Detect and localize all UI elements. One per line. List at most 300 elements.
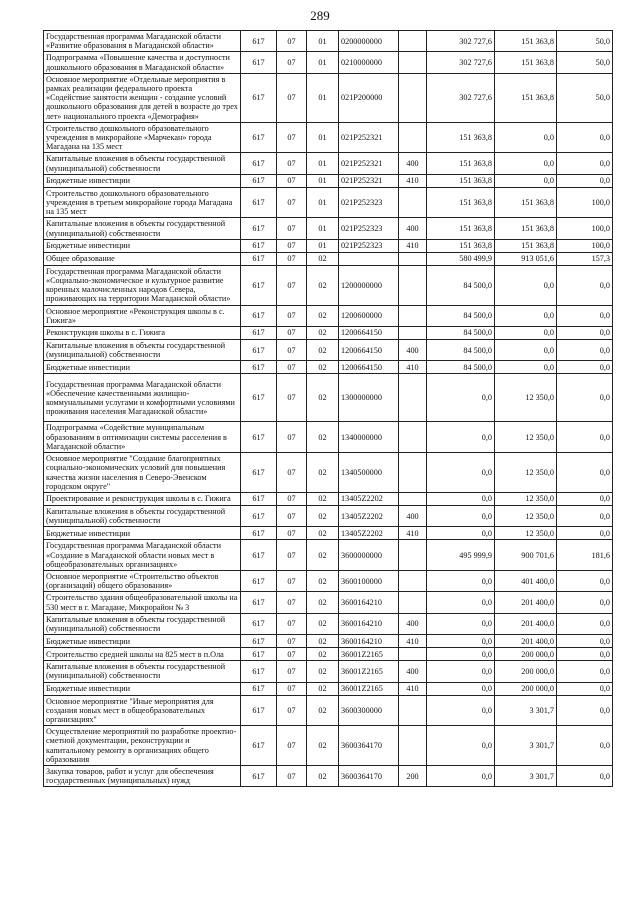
ministry-code: 617 <box>241 592 277 613</box>
execution-percent: 50,0 <box>557 31 613 52</box>
executed-amount: 0,0 <box>495 327 557 340</box>
ministry-code: 617 <box>241 527 277 540</box>
table-row <box>44 187 613 218</box>
ministry-code: 617 <box>241 327 277 340</box>
expense-type-code <box>399 374 427 422</box>
approved-amount: 0,0 <box>427 492 495 505</box>
approved-amount: 0,0 <box>427 648 495 661</box>
subsection-code: 02 <box>307 570 339 591</box>
subsection-code: 02 <box>307 592 339 613</box>
ministry-code: 617 <box>241 635 277 648</box>
expense-type-code: 410 <box>399 361 427 374</box>
table-row <box>44 239 613 252</box>
table-row <box>44 505 613 526</box>
expense-type-code <box>399 122 427 153</box>
section-code: 07 <box>277 73 307 122</box>
execution-percent: 157,3 <box>557 252 613 265</box>
budget-item-name: Капитальные вложения в объекты государственной (муниципальной) собственности <box>44 340 241 361</box>
approved-amount: 302 727,6 <box>427 31 495 52</box>
table-row <box>44 122 613 153</box>
expense-type-code <box>399 453 427 493</box>
target-article-code: 3600164210 <box>339 592 399 613</box>
execution-percent: 0,0 <box>557 153 613 174</box>
subsection-code: 02 <box>307 765 339 786</box>
budget-item-name: Строительство дошкольного образовательного учреждения в третьем микрорайоне города Магадана на 135 мест <box>44 187 241 218</box>
executed-amount: 0,0 <box>495 265 557 305</box>
budget-item-name: Капитальные вложения в объекты государственной (муниципальной) собственности <box>44 613 241 634</box>
approved-amount: 302 727,6 <box>427 73 495 122</box>
execution-percent: 0,0 <box>557 613 613 634</box>
budget-item-name: Проектирование и реконструкция школы в с. Гижига <box>44 492 241 505</box>
ministry-code: 617 <box>241 340 277 361</box>
approved-amount: 580 499,9 <box>427 252 495 265</box>
approved-amount: 302 727,6 <box>427 52 495 73</box>
budget-item-name: Государственная программа Магаданской области «Создание в Магаданской области новых мест в общеобразовательных организациях» <box>44 540 241 571</box>
approved-amount: 0,0 <box>427 592 495 613</box>
section-code: 07 <box>277 153 307 174</box>
target-article-code: 36001Z2165 <box>339 682 399 695</box>
subsection-code: 01 <box>307 31 339 52</box>
budget-item-name: Капитальные вложения в объекты государственной (муниципальной) собственности <box>44 153 241 174</box>
approved-amount: 0,0 <box>427 527 495 540</box>
approved-amount: 151 363,8 <box>427 122 495 153</box>
subsection-code: 01 <box>307 187 339 218</box>
section-code: 07 <box>277 239 307 252</box>
budget-item-name: Осуществление мероприятий по разработке проектно-сметной документации, реконструкции и капитальному ремонту в организациях общего образования <box>44 726 241 766</box>
approved-amount: 151 363,8 <box>427 174 495 187</box>
expense-type-code <box>399 327 427 340</box>
budget-item-name: Бюджетные инвестиции <box>44 174 241 187</box>
section-code: 07 <box>277 305 307 326</box>
subsection-code: 02 <box>307 613 339 634</box>
approved-amount: 84 500,0 <box>427 327 495 340</box>
subsection-code: 02 <box>307 540 339 571</box>
execution-percent: 0,0 <box>557 340 613 361</box>
subsection-code: 01 <box>307 122 339 153</box>
subsection-code: 02 <box>307 726 339 766</box>
target-article-code: 0210000000 <box>339 52 399 73</box>
table-row <box>44 218 613 239</box>
budget-table <box>43 30 613 787</box>
budget-item-name: Закупка товаров, работ и услуг для обеспечения государственных (муниципальных) нужд <box>44 765 241 786</box>
executed-amount: 151 363,8 <box>495 187 557 218</box>
approved-amount: 0,0 <box>427 726 495 766</box>
executed-amount: 12 350,0 <box>495 453 557 493</box>
subsection-code: 02 <box>307 305 339 326</box>
section-code: 07 <box>277 613 307 634</box>
table-row <box>44 613 613 634</box>
ministry-code: 617 <box>241 492 277 505</box>
table-row <box>44 153 613 174</box>
budget-item-name: Бюджетные инвестиции <box>44 635 241 648</box>
table-row <box>44 327 613 340</box>
expense-type-code <box>399 265 427 305</box>
table-row <box>44 570 613 591</box>
expense-type-code <box>399 726 427 766</box>
expense-type-code <box>399 540 427 571</box>
budget-item-name: Строительство здания общеобразовательной школы на 530 мест в г. Магадане, Микрорайон № 3 <box>44 592 241 613</box>
expense-type-code <box>399 695 427 726</box>
ministry-code: 617 <box>241 174 277 187</box>
expense-type-code: 410 <box>399 635 427 648</box>
target-article-code: 021P252323 <box>339 239 399 252</box>
budget-item-name: Капитальные вложения в объекты государственной (муниципальной) собственности <box>44 218 241 239</box>
section-code: 07 <box>277 52 307 73</box>
ministry-code: 617 <box>241 453 277 493</box>
execution-percent: 0,0 <box>557 422 613 453</box>
approved-amount: 151 363,8 <box>427 153 495 174</box>
target-article-code: 021P252321 <box>339 122 399 153</box>
budget-item-name: Бюджетные инвестиции <box>44 527 241 540</box>
target-article-code: 1300000000 <box>339 374 399 422</box>
table-row <box>44 592 613 613</box>
executed-amount: 3 301,7 <box>495 765 557 786</box>
execution-percent: 50,0 <box>557 52 613 73</box>
execution-percent: 0,0 <box>557 570 613 591</box>
section-code: 07 <box>277 187 307 218</box>
executed-amount: 201 400,0 <box>495 635 557 648</box>
ministry-code: 617 <box>241 765 277 786</box>
approved-amount: 151 363,8 <box>427 187 495 218</box>
budget-item-name: Бюджетные инвестиции <box>44 239 241 252</box>
execution-percent: 0,0 <box>557 122 613 153</box>
subsection-code: 02 <box>307 505 339 526</box>
ministry-code: 617 <box>241 374 277 422</box>
table-row <box>44 527 613 540</box>
expense-type-code: 400 <box>399 613 427 634</box>
subsection-code: 02 <box>307 361 339 374</box>
target-article-code: 1340500000 <box>339 453 399 493</box>
subsection-code: 02 <box>307 265 339 305</box>
execution-percent: 0,0 <box>557 453 613 493</box>
target-article-code: 3600000000 <box>339 540 399 571</box>
budget-item-name: Строительство средней школы на 825 мест в п.Ола <box>44 648 241 661</box>
ministry-code: 617 <box>241 73 277 122</box>
expense-type-code <box>399 52 427 73</box>
executed-amount: 200 000,0 <box>495 648 557 661</box>
subsection-code: 01 <box>307 239 339 252</box>
approved-amount: 151 363,8 <box>427 239 495 252</box>
approved-amount: 0,0 <box>427 765 495 786</box>
executed-amount: 201 400,0 <box>495 592 557 613</box>
budget-item-name: Строительство дошкольного образовательного учреждения в микрорайоне «Марчекан» города Магадана на 135 мест <box>44 122 241 153</box>
executed-amount: 0,0 <box>495 122 557 153</box>
ministry-code: 617 <box>241 252 277 265</box>
approved-amount: 84 500,0 <box>427 305 495 326</box>
table-row <box>44 174 613 187</box>
section-code: 07 <box>277 635 307 648</box>
table-row <box>44 635 613 648</box>
subsection-code: 02 <box>307 252 339 265</box>
section-code: 07 <box>277 174 307 187</box>
target-article-code: 1340000000 <box>339 422 399 453</box>
executed-amount: 900 701,6 <box>495 540 557 571</box>
target-article-code: 1200664150 <box>339 340 399 361</box>
section-code: 07 <box>277 422 307 453</box>
approved-amount: 0,0 <box>427 682 495 695</box>
budget-item-name: Подпрограмма «Повышение качества и доступности дошкольного образования в Магаданской области» <box>44 52 241 73</box>
table-row <box>44 648 613 661</box>
approved-amount: 84 500,0 <box>427 361 495 374</box>
execution-percent: 0,0 <box>557 374 613 422</box>
executed-amount: 12 350,0 <box>495 422 557 453</box>
approved-amount: 84 500,0 <box>427 265 495 305</box>
table-row <box>44 682 613 695</box>
execution-percent: 0,0 <box>557 174 613 187</box>
table-row <box>44 265 613 305</box>
expense-type-code: 410 <box>399 239 427 252</box>
ministry-code: 617 <box>241 52 277 73</box>
table-row <box>44 361 613 374</box>
expense-type-code <box>399 492 427 505</box>
section-code: 07 <box>277 361 307 374</box>
expense-type-code <box>399 592 427 613</box>
table-row <box>44 31 613 52</box>
executed-amount: 3 301,7 <box>495 695 557 726</box>
execution-percent: 0,0 <box>557 265 613 305</box>
subsection-code: 01 <box>307 153 339 174</box>
table-row <box>44 726 613 766</box>
executed-amount: 0,0 <box>495 153 557 174</box>
executed-amount: 3 301,7 <box>495 726 557 766</box>
expense-type-code: 400 <box>399 218 427 239</box>
expense-type-code <box>399 73 427 122</box>
section-code: 07 <box>277 31 307 52</box>
table-row <box>44 305 613 326</box>
execution-percent: 0,0 <box>557 305 613 326</box>
executed-amount: 151 363,8 <box>495 218 557 239</box>
executed-amount: 151 363,8 <box>495 52 557 73</box>
approved-amount: 0,0 <box>427 505 495 526</box>
target-article-code: 36001Z2165 <box>339 661 399 682</box>
ministry-code: 617 <box>241 695 277 726</box>
expense-type-code: 400 <box>399 340 427 361</box>
target-article-code: 3600164210 <box>339 613 399 634</box>
target-article-code: 021P252323 <box>339 187 399 218</box>
expense-type-code: 410 <box>399 174 427 187</box>
section-code: 07 <box>277 570 307 591</box>
section-code: 07 <box>277 252 307 265</box>
table-row <box>44 340 613 361</box>
ministry-code: 617 <box>241 361 277 374</box>
ministry-code: 617 <box>241 648 277 661</box>
executed-amount: 12 350,0 <box>495 492 557 505</box>
section-code: 07 <box>277 265 307 305</box>
section-code: 07 <box>277 327 307 340</box>
approved-amount: 0,0 <box>427 374 495 422</box>
execution-percent: 0,0 <box>557 661 613 682</box>
execution-percent: 0,0 <box>557 505 613 526</box>
expense-type-code <box>399 570 427 591</box>
budget-item-name: Подпрограмма «Содействие муниципальным образованиям в оптимизации системы расселения в Магаданской области» <box>44 422 241 453</box>
expense-type-code: 410 <box>399 682 427 695</box>
section-code: 07 <box>277 122 307 153</box>
ministry-code: 617 <box>241 570 277 591</box>
target-article-code: 021P200000 <box>339 73 399 122</box>
execution-percent: 100,0 <box>557 187 613 218</box>
expense-type-code: 200 <box>399 765 427 786</box>
ministry-code: 617 <box>241 613 277 634</box>
budget-item-name: Основное мероприятие "Создание благоприятных социально-экономических условий для повышения качества жизни населения в Северо-Эвенском городском округе" <box>44 453 241 493</box>
budget-item-name: Основное мероприятие «Реконструкция школы в с. Гижига» <box>44 305 241 326</box>
budget-item-name: Основное мероприятие "Иные мероприятия для создания новых мест в общеобразовательных организациях" <box>44 695 241 726</box>
target-article-code: 13405Z2202 <box>339 505 399 526</box>
ministry-code: 617 <box>241 661 277 682</box>
section-code: 07 <box>277 492 307 505</box>
target-article-code: 13405Z2202 <box>339 492 399 505</box>
execution-percent: 0,0 <box>557 726 613 766</box>
table-row <box>44 252 613 265</box>
expense-type-code <box>399 305 427 326</box>
budget-item-name: Бюджетные инвестиции <box>44 682 241 695</box>
execution-percent: 100,0 <box>557 239 613 252</box>
subsection-code: 02 <box>307 422 339 453</box>
subsection-code: 02 <box>307 374 339 422</box>
target-article-code: 021P252323 <box>339 218 399 239</box>
ministry-code: 617 <box>241 726 277 766</box>
executed-amount: 0,0 <box>495 361 557 374</box>
table-row <box>44 765 613 786</box>
executed-amount: 12 350,0 <box>495 505 557 526</box>
section-code: 07 <box>277 453 307 493</box>
ministry-code: 617 <box>241 122 277 153</box>
executed-amount: 0,0 <box>495 340 557 361</box>
target-article-code: 3600364170 <box>339 765 399 786</box>
subsection-code: 02 <box>307 492 339 505</box>
budget-item-name: Капитальные вложения в объекты государственной (муниципальной) собственности <box>44 505 241 526</box>
subsection-code: 01 <box>307 218 339 239</box>
executed-amount: 200 000,0 <box>495 682 557 695</box>
target-article-code: 1200664150 <box>339 327 399 340</box>
executed-amount: 200 000,0 <box>495 661 557 682</box>
expense-type-code <box>399 422 427 453</box>
approved-amount: 495 999,9 <box>427 540 495 571</box>
target-article-code <box>339 252 399 265</box>
expense-type-code <box>399 648 427 661</box>
section-code: 07 <box>277 682 307 695</box>
approved-amount: 151 363,8 <box>427 218 495 239</box>
ministry-code: 617 <box>241 682 277 695</box>
approved-amount: 0,0 <box>427 613 495 634</box>
section-code: 07 <box>277 540 307 571</box>
ministry-code: 617 <box>241 153 277 174</box>
approved-amount: 0,0 <box>427 570 495 591</box>
budget-item-name: Государственная программа Магаданской области «Обеспечение качественными жилищно-коммунальными услугами и комфортными условиями проживания населения Магаданской области» <box>44 374 241 422</box>
expense-type-code: 410 <box>399 527 427 540</box>
execution-percent: 100,0 <box>557 218 613 239</box>
target-article-code: 021P252321 <box>339 153 399 174</box>
subsection-code: 02 <box>307 661 339 682</box>
expense-type-code <box>399 252 427 265</box>
executed-amount: 151 363,8 <box>495 239 557 252</box>
expense-type-code: 400 <box>399 505 427 526</box>
subsection-code: 02 <box>307 695 339 726</box>
execution-percent: 0,0 <box>557 492 613 505</box>
execution-percent: 181,6 <box>557 540 613 571</box>
approved-amount: 84 500,0 <box>427 340 495 361</box>
subsection-code: 02 <box>307 453 339 493</box>
table-row <box>44 492 613 505</box>
approved-amount: 0,0 <box>427 453 495 493</box>
target-article-code: 36001Z2165 <box>339 648 399 661</box>
ministry-code: 617 <box>241 540 277 571</box>
target-article-code: 3600164210 <box>339 635 399 648</box>
executed-amount: 401 400,0 <box>495 570 557 591</box>
subsection-code: 01 <box>307 174 339 187</box>
subsection-code: 02 <box>307 635 339 648</box>
approved-amount: 0,0 <box>427 422 495 453</box>
table-row <box>44 374 613 422</box>
table-row <box>44 422 613 453</box>
ministry-code: 617 <box>241 422 277 453</box>
section-code: 07 <box>277 648 307 661</box>
execution-percent: 0,0 <box>557 361 613 374</box>
target-article-code: 13405Z2202 <box>339 527 399 540</box>
execution-percent: 0,0 <box>557 635 613 648</box>
table-row <box>44 661 613 682</box>
section-code: 07 <box>277 374 307 422</box>
subsection-code: 01 <box>307 52 339 73</box>
execution-percent: 50,0 <box>557 73 613 122</box>
table-row <box>44 52 613 73</box>
execution-percent: 0,0 <box>557 648 613 661</box>
executed-amount: 12 350,0 <box>495 374 557 422</box>
executed-amount: 913 051,6 <box>495 252 557 265</box>
approved-amount: 0,0 <box>427 661 495 682</box>
subsection-code: 02 <box>307 327 339 340</box>
target-article-code: 021P252321 <box>339 174 399 187</box>
ministry-code: 617 <box>241 265 277 305</box>
section-code: 07 <box>277 695 307 726</box>
section-code: 07 <box>277 661 307 682</box>
ministry-code: 617 <box>241 218 277 239</box>
budget-item-name: Бюджетные инвестиции <box>44 361 241 374</box>
section-code: 07 <box>277 505 307 526</box>
approved-amount: 0,0 <box>427 695 495 726</box>
section-code: 07 <box>277 726 307 766</box>
executed-amount: 151 363,8 <box>495 31 557 52</box>
target-article-code: 3600100000 <box>339 570 399 591</box>
subsection-code: 02 <box>307 340 339 361</box>
expense-type-code: 400 <box>399 661 427 682</box>
execution-percent: 0,0 <box>557 327 613 340</box>
executed-amount: 151 363,8 <box>495 73 557 122</box>
budget-item-name: Реконструкция школы в с. Гижига <box>44 327 241 340</box>
execution-percent: 0,0 <box>557 695 613 726</box>
budget-item-name: Основное мероприятие «Отдельные мероприятия в рамках реализации федерального проекта «Содействие занятости женщин - создание условий дошкольного образования для детей в возрасте до трех лет» национального проекта «Демография» <box>44 73 241 122</box>
expense-type-code <box>399 187 427 218</box>
execution-percent: 0,0 <box>557 527 613 540</box>
section-code: 07 <box>277 340 307 361</box>
page-number: 289 <box>310 8 330 23</box>
section-code: 07 <box>277 765 307 786</box>
target-article-code: 0200000000 <box>339 31 399 52</box>
execution-percent: 0,0 <box>557 765 613 786</box>
target-article-code: 3600364170 <box>339 726 399 766</box>
subsection-code: 02 <box>307 648 339 661</box>
subsection-code: 02 <box>307 527 339 540</box>
table-row <box>44 695 613 726</box>
executed-amount: 0,0 <box>495 174 557 187</box>
target-article-code: 1200600000 <box>339 305 399 326</box>
ministry-code: 617 <box>241 31 277 52</box>
table-row <box>44 73 613 122</box>
expense-type-code: 400 <box>399 153 427 174</box>
subsection-code: 02 <box>307 682 339 695</box>
target-article-code: 1200664150 <box>339 361 399 374</box>
executed-amount: 201 400,0 <box>495 613 557 634</box>
budget-table-body <box>44 31 613 787</box>
